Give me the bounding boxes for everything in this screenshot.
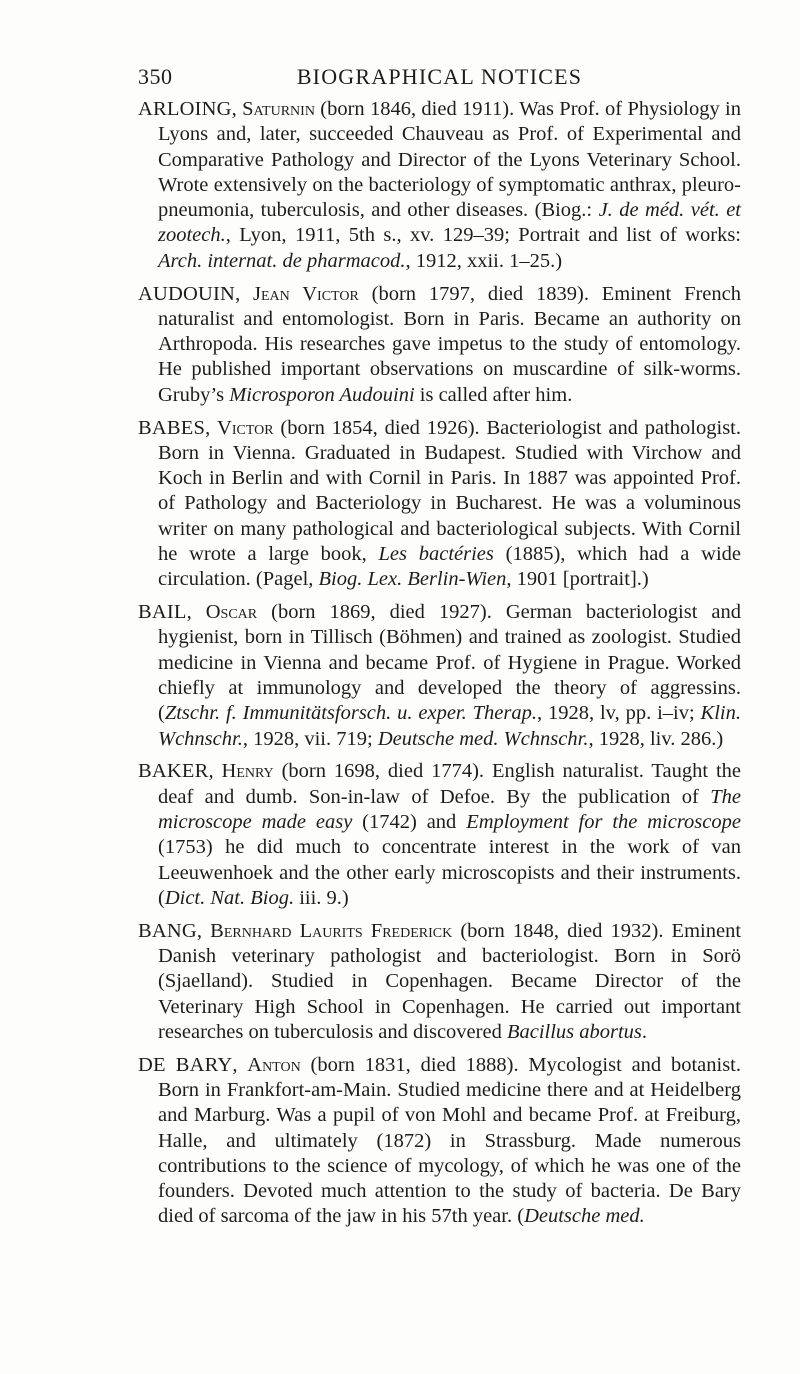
biography-entry: BAIL, Oscar (born 1869, died 1927). German bacteriologist and hygienist, born in Tillisch (Böhmen) and trained as zoologist. Studied medicine in Vienna and became Prof. of Hygiene in Prague. Worked chiefly at immunology and developed the theory of aggressins. (Ztschr. f. Immunitätsforsch. u. exper. Therap., 1928, lv, pp. i–iv; Klin. Wchnschr., 1928, vii. 719; Deutsche med. Wchnschr., 1928, liv. 286.) (138, 601, 741, 750)
entry-text: (1885), which had a wide circulation. (Pagel, (158, 543, 741, 591)
entry-italic-title: Dict. Nat. Biog. (164, 886, 295, 909)
entry-italic-title: Ztschr. f. Immunitätsforsch. u. exper. Therap. (164, 702, 537, 725)
entry-surname: AUDOUIN (138, 282, 236, 305)
entry-italic-title: The microscope made easy (158, 785, 741, 834)
entry-text: . (641, 1020, 648, 1043)
entry-text: (born 1846, died 1911). Was Prof. of Physiology in Lyons and, later, succeeded Chauveau as Prof. of Experimental and Comparative Pathology and Director of the Lyons Veterinary School. Wrote extensively on the bacteriology of symptomatic anthrax, pleuro-pneumonia, tuberculosis, and other diseases. (Biog.: (158, 98, 741, 222)
biography-entry: ARLOING, Saturnin (born 1846, died 1911). Was Prof. of Physiology in Lyons and, later, succeeded Chauveau as Prof. of Experimental and Comparative Pathology and Director of the Lyons Veterinary School. Wrote extensively on the bacteriology of symptomatic anthrax, pleuro-pneumonia, tuberculosis, and other diseases. (Biog.: J. de méd. vét. et zootech., Lyon, 1911, 5th s., xv. 129–39; Portrait and list of works: Arch. internat. de pharmacod., 1912, xxii. 1–25.) (138, 98, 741, 272)
entry-italic-title: J. de méd. vét. et zootech. (158, 199, 741, 247)
entry-text: , 1928, liv. 286.) (588, 727, 724, 750)
entry-text: (1753) he did much to concentrate interest in the work of van Leeuwenhoek and the other early microscopists and their instruments. ( (158, 836, 741, 909)
entry-given-names: Henry (221, 760, 274, 783)
biographical-entries (138, 97, 741, 1237)
entry-given-names: Victor (217, 416, 274, 439)
entry-given-names: Saturnin (242, 98, 315, 120)
entry-text: (born 1848, died 1932). Eminent Danish veterinary pathologist and bacteriologist. Born in Sorö (Sjaelland). Studied in Copenhagen. Became Director of the Veterinary High School in Copenhagen. He carried out important researches on tuberculosis and discovered (158, 919, 742, 1043)
running-head: BIOGRAPHICAL NOTICES (296, 64, 583, 89)
entry-text: (born 1831, died 1888). Mycologist and botanist. Born in Frankfort-am-Main. Studied medicine there and at Heidelberg and Marburg. Was a pupil of von Mohl and became Prof. at Freiburg, Halle, and ultimately (1872) in Strassburg. Made numerous contributions to the science of mycology, of which he was one of the founders. Devoted much attention to the study of bacteria. De Bary died of sarcoma of the jaw in his 57th year. ( (158, 1053, 741, 1228)
page-number: 350 (138, 64, 173, 89)
entry-italic-title: Arch. internat. de pharmacod. (158, 249, 406, 272)
entry-text: , Lyon, 1911, 5th s., xv. 129–39; Portrait and list of works: (225, 224, 741, 247)
entry-text: (1742) and (352, 811, 467, 834)
entry-surname: BANG (138, 919, 197, 942)
entry-given-names: Oscar (205, 601, 258, 624)
entry-surname: ARLOING (138, 98, 232, 120)
entry-italic-title: Employment for the microscope (466, 811, 741, 834)
page-header (138, 64, 741, 98)
biography-entry: BANG, Bernhard Laurits Frederick (born 1848, died 1932). Eminent Danish veterinary pathologist and bacteriologist. Born in Sorö (Sjaelland). Studied in Copenhagen. Became Director of the Veterinary High School in Copenhagen. He carried out important researches on tuberculosis and discovered Bacillus abortus. (138, 919, 742, 1043)
biography-entry: BAKER, Henry (born 1698, died 1774). English naturalist. Taught the deaf and dumb. Son-in-law of Defoe. By the publication of The microscope made easy (1742) and Employment for the microscope (1753) he did much to concentrate interest in the work of van Leeuwenhoek and the other early microscopists and their instruments. (Dict. Nat. Biog. iii. 9.) (138, 760, 742, 909)
entry-italic-title: Bacillus abortus (506, 1020, 642, 1043)
entry-given-names: Bernhard Laurits Frederick (210, 919, 453, 942)
entry-italic-title: Biog. Lex. Berlin-Wien (318, 568, 507, 591)
entry-text: (born 1869, died 1927). German bacteriologist and hygienist, born in Tillisch (Böhmen) and trained as zoologist. Studied medicine in Vienna and became Prof. of Hygiene in Prague. Worked chiefly at immunology and developed the theory of aggressins. ( (158, 601, 741, 725)
entry-italic-title: Deutsche med. (524, 1205, 645, 1228)
entry-text: (born 1797, died 1839). Eminent French naturalist and entomologist. Born in Paris. Became an authority on Arthropoda. His researches gave impetus to the study of entomology. He published important observations on muscardine of silk-worms. Gruby’s (158, 282, 741, 406)
entry-surname: BAIL (138, 601, 187, 624)
entry-text: (born 1698, died 1774). English naturalist. Taught the deaf and dumb. Son-in-law of Defoe. By the publication of (158, 760, 742, 808)
entry-italic-title: Deutsche med. Wchnschr. (377, 727, 589, 750)
entry-italic-title: Klin. Wchnschr. (158, 702, 741, 750)
entry-text: iii. 9.) (294, 886, 349, 909)
entry-given-names: Jean Victor (253, 282, 359, 305)
biography-entry: DE BARY, Anton (born 1831, died 1888). Mycologist and botanist. Born in Frankfort-am-Main. Studied medicine there and at Heidelberg and Marburg. Was a pupil of von Mohl and became Prof. at Freiburg, Halle, and ultimately (1872) in Strassburg. Made numerous contributions to the science of mycology, of which he was one of the founders. Devoted much attention to the study of bacteria. De Bary died of sarcoma of the jaw in his 57th year. (Deutsche med. (138, 1053, 741, 1228)
entry-text: , 1912, xxii. 1–25.) (405, 249, 563, 272)
entry-given-names: Anton (247, 1053, 301, 1076)
biography-entry: BABES, Victor (born 1854, died 1926). Bacteriologist and pathologist. Born in Vienna. Graduated in Budapest. Studied with Virchow and Koch in Berlin and with Cornil in Paris. In 1887 was appointed Prof. of Pathology and Bacteriology in Bucharest. He was a voluminous writer on many pathological and bacteriological subjects. With Cornil he wrote a large book, Les bactéries (1885), which had a wide circulation. (Pagel, Biog. Lex. Berlin-Wien, 1901 [portrait].) (138, 416, 741, 591)
entry-text: , 1928, lv, pp. i–iv; (536, 702, 701, 725)
entry-text: (born 1854, died 1926). Bacteriologist and pathologist. Born in Vienna. Graduated in Budapest. Studied with Virchow and Koch in Berlin and with Cornil in Paris. In 1887 was appointed Prof. of Pathology and Bacteriology in Bucharest. He was a voluminous writer on many pathological and bacteriological subjects. With Cornil he wrote a large book, (158, 416, 741, 566)
biography-entry: AUDOUIN, Jean Victor (born 1797, died 1839). Eminent French naturalist and entomologist. Born in Paris. Became an authority on Arthropoda. His researches gave impetus to the study of entomology. He published important observations on muscardine of silk-worms. Gruby’s Microsporon Audouini is called after him. (138, 282, 741, 406)
entry-surname: BAKER (138, 760, 209, 783)
entry-italic-title: Les bactéries (378, 543, 494, 566)
entry-surname: DE BARY (138, 1053, 233, 1076)
entry-text: , 1928, vii. 719; (242, 727, 378, 750)
entry-surname: BABES (138, 416, 206, 439)
entry-italic-title: Microsporon Audouini (229, 383, 415, 406)
entry-text: , 1901 [portrait].) (506, 568, 649, 591)
entry-text: is called after him. (414, 383, 573, 406)
